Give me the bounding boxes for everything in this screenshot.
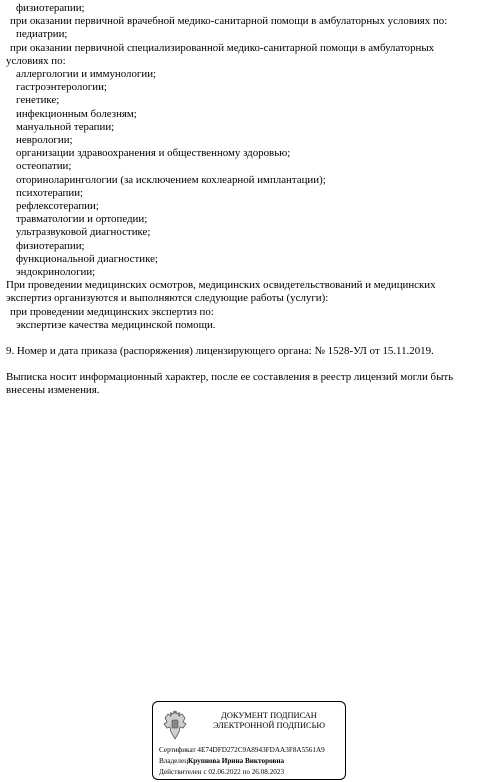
- text-line: генетике;: [16, 94, 60, 107]
- stamp-title: ДОКУМЕНТ ПОДПИСАН ЭЛЕКТРОННОЙ ПОДПИСЬЮ: [212, 711, 326, 731]
- text-line: При проведении медицинских осмотров, медицинских освидетельствований и медицинских: [6, 279, 436, 292]
- text-line: физиотерапии;: [16, 2, 85, 14]
- license-order-item: 9. Номер и дата приказа (распоряжения) лицензирующего органа: № 1528-УЛ от 15.11.2019.: [6, 345, 434, 358]
- text-line: психотерапии;: [16, 186, 84, 199]
- disclaimer-note: Выписка носит информационный характер, после ее составления в реестр лицензий могли быть внесены изменения.: [6, 371, 454, 397]
- text-line: при оказании первичной специализированной медико-санитарной помощи в амбулаторных: [10, 41, 435, 54]
- text-line: физиотерапии;: [16, 239, 85, 252]
- text-line: рефлексотерапии;: [16, 200, 99, 213]
- text-line: неврологии;: [16, 134, 73, 147]
- text-line: гастроэнтерологии;: [16, 81, 107, 94]
- text-line: ультразвуковой диагностике;: [16, 226, 151, 239]
- text-line: экспертиз организуются и выполняются следующие работы (услуги):: [6, 292, 329, 305]
- text-line: аллергологии и иммунологии;: [16, 68, 157, 81]
- owner-line: ВладелецКрупнова Ирина Викторовна: [159, 756, 285, 765]
- text-line: организации здравоохранения и общественному здоровью;: [16, 147, 291, 160]
- text-line: эндокринологии;: [16, 266, 96, 279]
- text-line: инфекционным болезням;: [16, 107, 137, 120]
- text-line: остеопатии;: [16, 160, 72, 173]
- text-line: функциональной диагностике;: [16, 252, 158, 265]
- validity-line: Действителен с 02.06.2022 по 26.08.2023: [159, 767, 285, 776]
- electronic-signature-stamp: [152, 701, 346, 780]
- text-line: условиях по:: [6, 54, 66, 67]
- text-line: педиатрии;: [16, 28, 68, 41]
- document-body: [6, 2, 494, 398]
- text-line: мануальной терапии;: [16, 120, 115, 133]
- text-line: экспертизе качества медицинской помощи.: [16, 318, 216, 331]
- text-line: при проведении медицинских экспертиз по:: [10, 305, 214, 318]
- text-line: при оказании первичной врачебной медико-санитарной помощи в амбулаторных условиях по:: [10, 15, 448, 28]
- coat-of-arms-icon: [161, 710, 189, 742]
- stamp-details: [159, 745, 345, 777]
- text-line: оториноларингологии (за исключением кохлеарной имплантации);: [16, 173, 326, 186]
- text-line: травматологии и ортопедии;: [16, 213, 148, 226]
- certificate-line: Сертификат 4E74DFD272C9A8943FDAA3F8A5561A9: [159, 746, 325, 754]
